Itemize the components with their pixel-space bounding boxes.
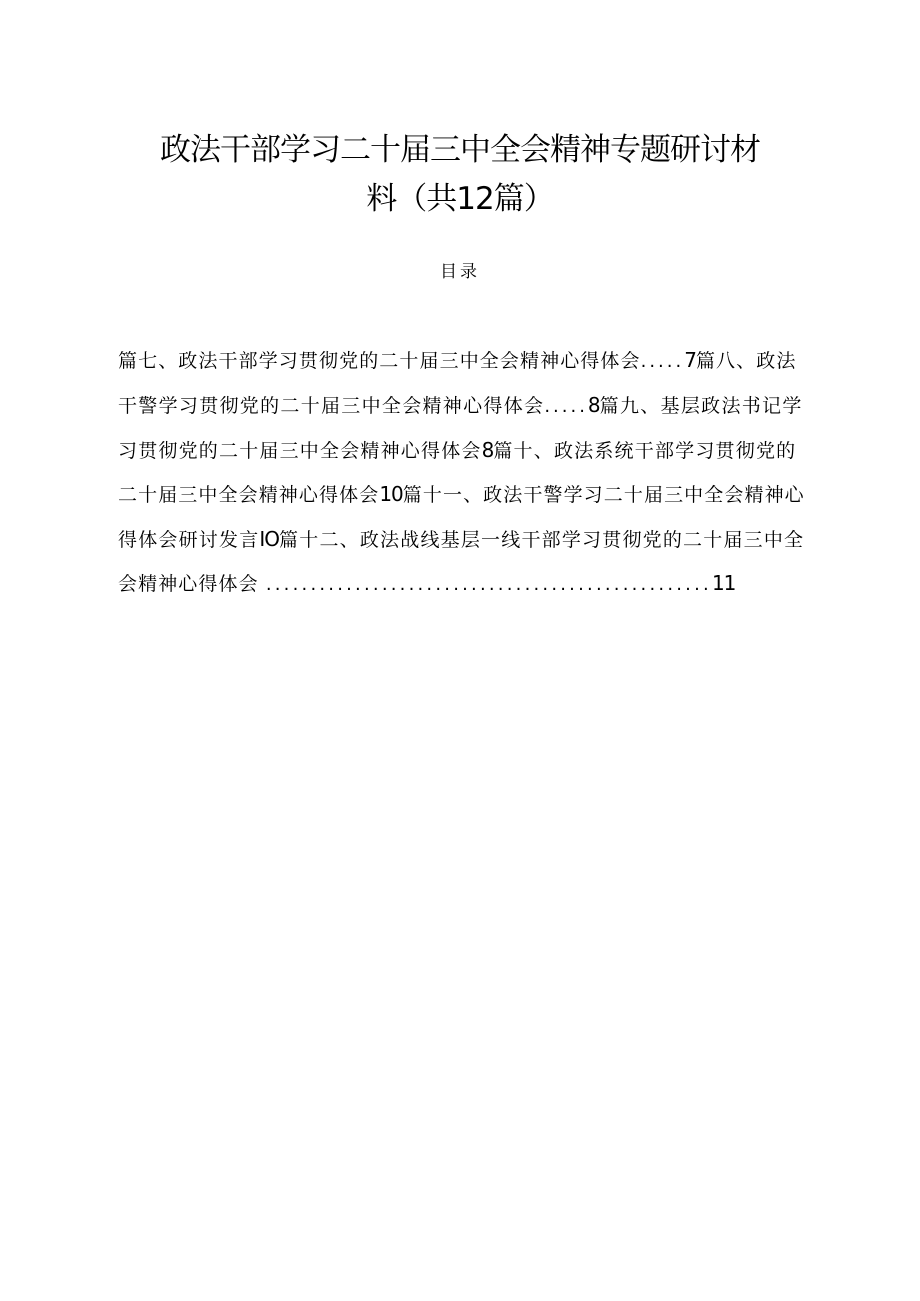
toc-line	[118, 484, 805, 505]
toc-text: 篇七、政法干部学习贯彻党的二十届三中全会精神心得体会	[118, 350, 641, 372]
toc-text: 得体会研讨发言	[118, 529, 260, 551]
toc-page-number: 11	[711, 571, 736, 595]
toc-line	[118, 573, 735, 594]
toc-page-number: 10	[379, 482, 403, 506]
toc-page-number: 8	[587, 393, 600, 417]
toc-text: 篇十一、政法干警学习二十届三中全会精神心	[402, 484, 805, 506]
toc-leader-dots: ..................................................	[265, 574, 712, 595]
toc-text: 习贯彻党的二十届三中全会精神心得体会	[118, 440, 482, 462]
toc-leader-dots: .....	[544, 396, 588, 417]
toc-line	[118, 395, 803, 416]
toc-text: 二十届三中全会精神心得体会	[118, 484, 380, 506]
toc-leader-dots: .....	[640, 351, 685, 372]
toc-text: 篇八、政法	[695, 350, 797, 372]
toc-heading: 目录	[440, 262, 480, 282]
document-title-line-2: 料（共12篇）	[366, 181, 554, 217]
toc-text: 篇九、基层政法书记学	[599, 395, 803, 417]
document-title-line-1: 政法干部学习二十届三中全会精神专题研讨材	[160, 132, 760, 168]
toc-text: 会精神心得体会	[118, 573, 259, 595]
toc-page-number: 7	[684, 348, 696, 372]
toc-text: 干警学习贯彻党的二十届三中全会精神心得体会	[118, 395, 545, 417]
toc-text: 篇十、政法系统干部学习贯彻党的	[493, 440, 797, 462]
toc-page-number: 8	[481, 438, 494, 462]
toc-line	[118, 529, 804, 550]
toc-text: 篇十二、政法战线基层一线干部学习贯彻党的二十届三中全	[279, 529, 805, 551]
toc-page-number: IO	[259, 527, 280, 551]
toc-line	[118, 440, 796, 461]
toc-line	[118, 350, 796, 371]
